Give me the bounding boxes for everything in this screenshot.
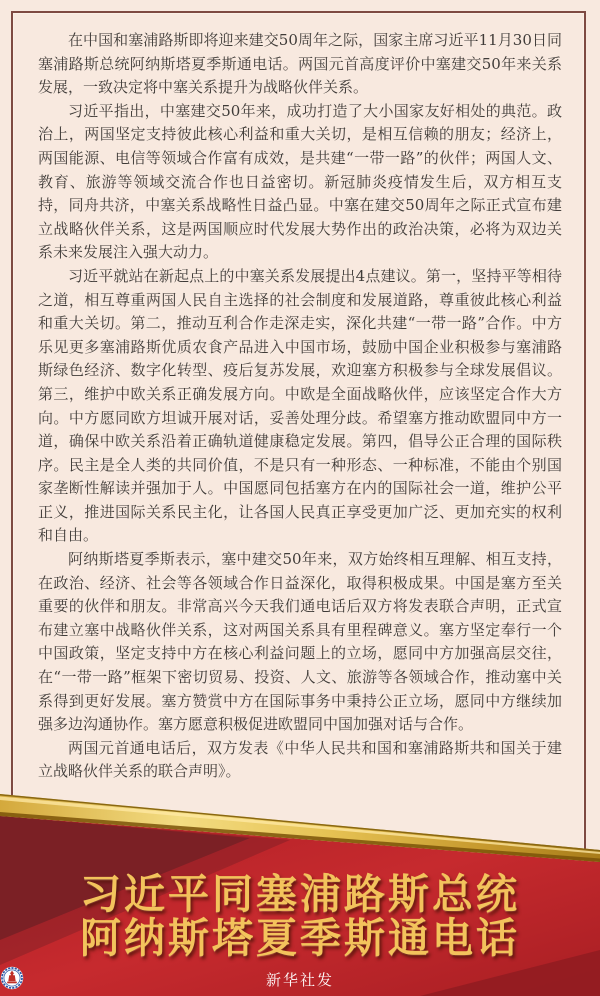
credit-row xyxy=(0,966,600,992)
article-paragraph: 在中国和塞浦路斯即将迎来建交50周年之际，国家主席习近平11月30日同塞浦路斯总统阿纳斯塔夏季斯通电话。两国元首高度评价中塞建交50年来关系发展，一致决定将中塞关系提升为战略伙伴关系。 xyxy=(38,31,562,97)
bottom-banner xyxy=(0,790,600,996)
headline-line-1: 习近平同塞浦路斯总统 xyxy=(80,870,520,918)
article-paragraph: 习近平就站在新起点上的中塞关系发展提出4点建议。第一，坚持平等相待之道，相互尊重两国人民自主选择的社会制度和发展道路，尊重彼此核心利益和重大关切。第二，推动互利合作走深走实，深化共建“一带一路”合作。中方乐见更多塞浦路斯优质农食产品进入中国市场，鼓励中国企业积极参与塞浦路斯绿色经济、数字化转型、疫后复苏发展，欢迎塞方积极参与全球发展倡议。第三，维护中欧关系正确发展方向。中欧是全面战略伙伴，应该坚定合作大方向。中方愿同欧方坦诚开展对话，妥善处理分歧。希望塞方推动欧盟同中方一道，确保中欧关系沿着正确轨道健康稳定发展。第四，倡导公正合理的国际秩序。民主是全人类的共同价值，不是只有一种形态、一种标准，不能由个别国家垄断性解读并强加于人。中国愿同包括塞方在内的国际社会一道，维护公平正义，推进国际关系民主化，让各国人民真正享受更加广泛、更加充实的权利和自由。 xyxy=(38,266,562,545)
headline-line-2: 阿纳斯塔夏季斯通电话 xyxy=(80,914,520,962)
article-paragraph: 习近平指出，中塞建交50年来，成功打造了大小国家友好相处的典范。政治上，两国坚定支持彼此核心利益和重大关切，是相互信赖的朋友；经济上，两国能源、电信等领域合作富有成效，是共建“一带一路”的伙伴；两国人文、教育、旅游等领域交流合作也日益密切。新冠肺炎疫情发生后，双方相互支持，同舟共济，中塞关系战略性日益凸显。中塞在建交50周年之际正式宣布建立战略伙伴关系，这是两国顺应时代发展大势作出的政治决策，必将为双边关系未来发展注入强大动力。 xyxy=(38,101,562,262)
article-body xyxy=(38,29,562,784)
credit-label: 新华社发 xyxy=(265,970,334,989)
article-paragraph: 阿纳斯塔夏季斯表示，塞中建交50年来，双方始终相互理解、相互支持，在政治、经济、社会等各领域合作日益深化，取得积极成果。中国是塞方至关重要的伙伴和朋友。非常高兴今天我们通电话后双方将发表联合声明，正式宣布建立塞中战略伙伴关系，这对两国关系具有里程碑意义。塞方坚定奉行一个中国政策，坚定支持中方在核心利益问题上的立场，愿同中方加强高层交往，在“一带一路”框架下密切贸易、投资、人文、旅游等各领域合作，推动塞中关系得到更好发展。塞方赞赏中方在国际事务中秉持公正立场，愿同中方继续加强多边沟通协作。塞方愿意积极促进欧盟同中国加强对话与合作。 xyxy=(38,550,562,734)
article-paragraph: 两国元首通电话后，双方发表《中华人民共和国和塞浦路斯共和国关于建立战略伙伴关系的联合声明》。 xyxy=(38,738,562,781)
xinhua-logo-icon xyxy=(0,966,24,990)
